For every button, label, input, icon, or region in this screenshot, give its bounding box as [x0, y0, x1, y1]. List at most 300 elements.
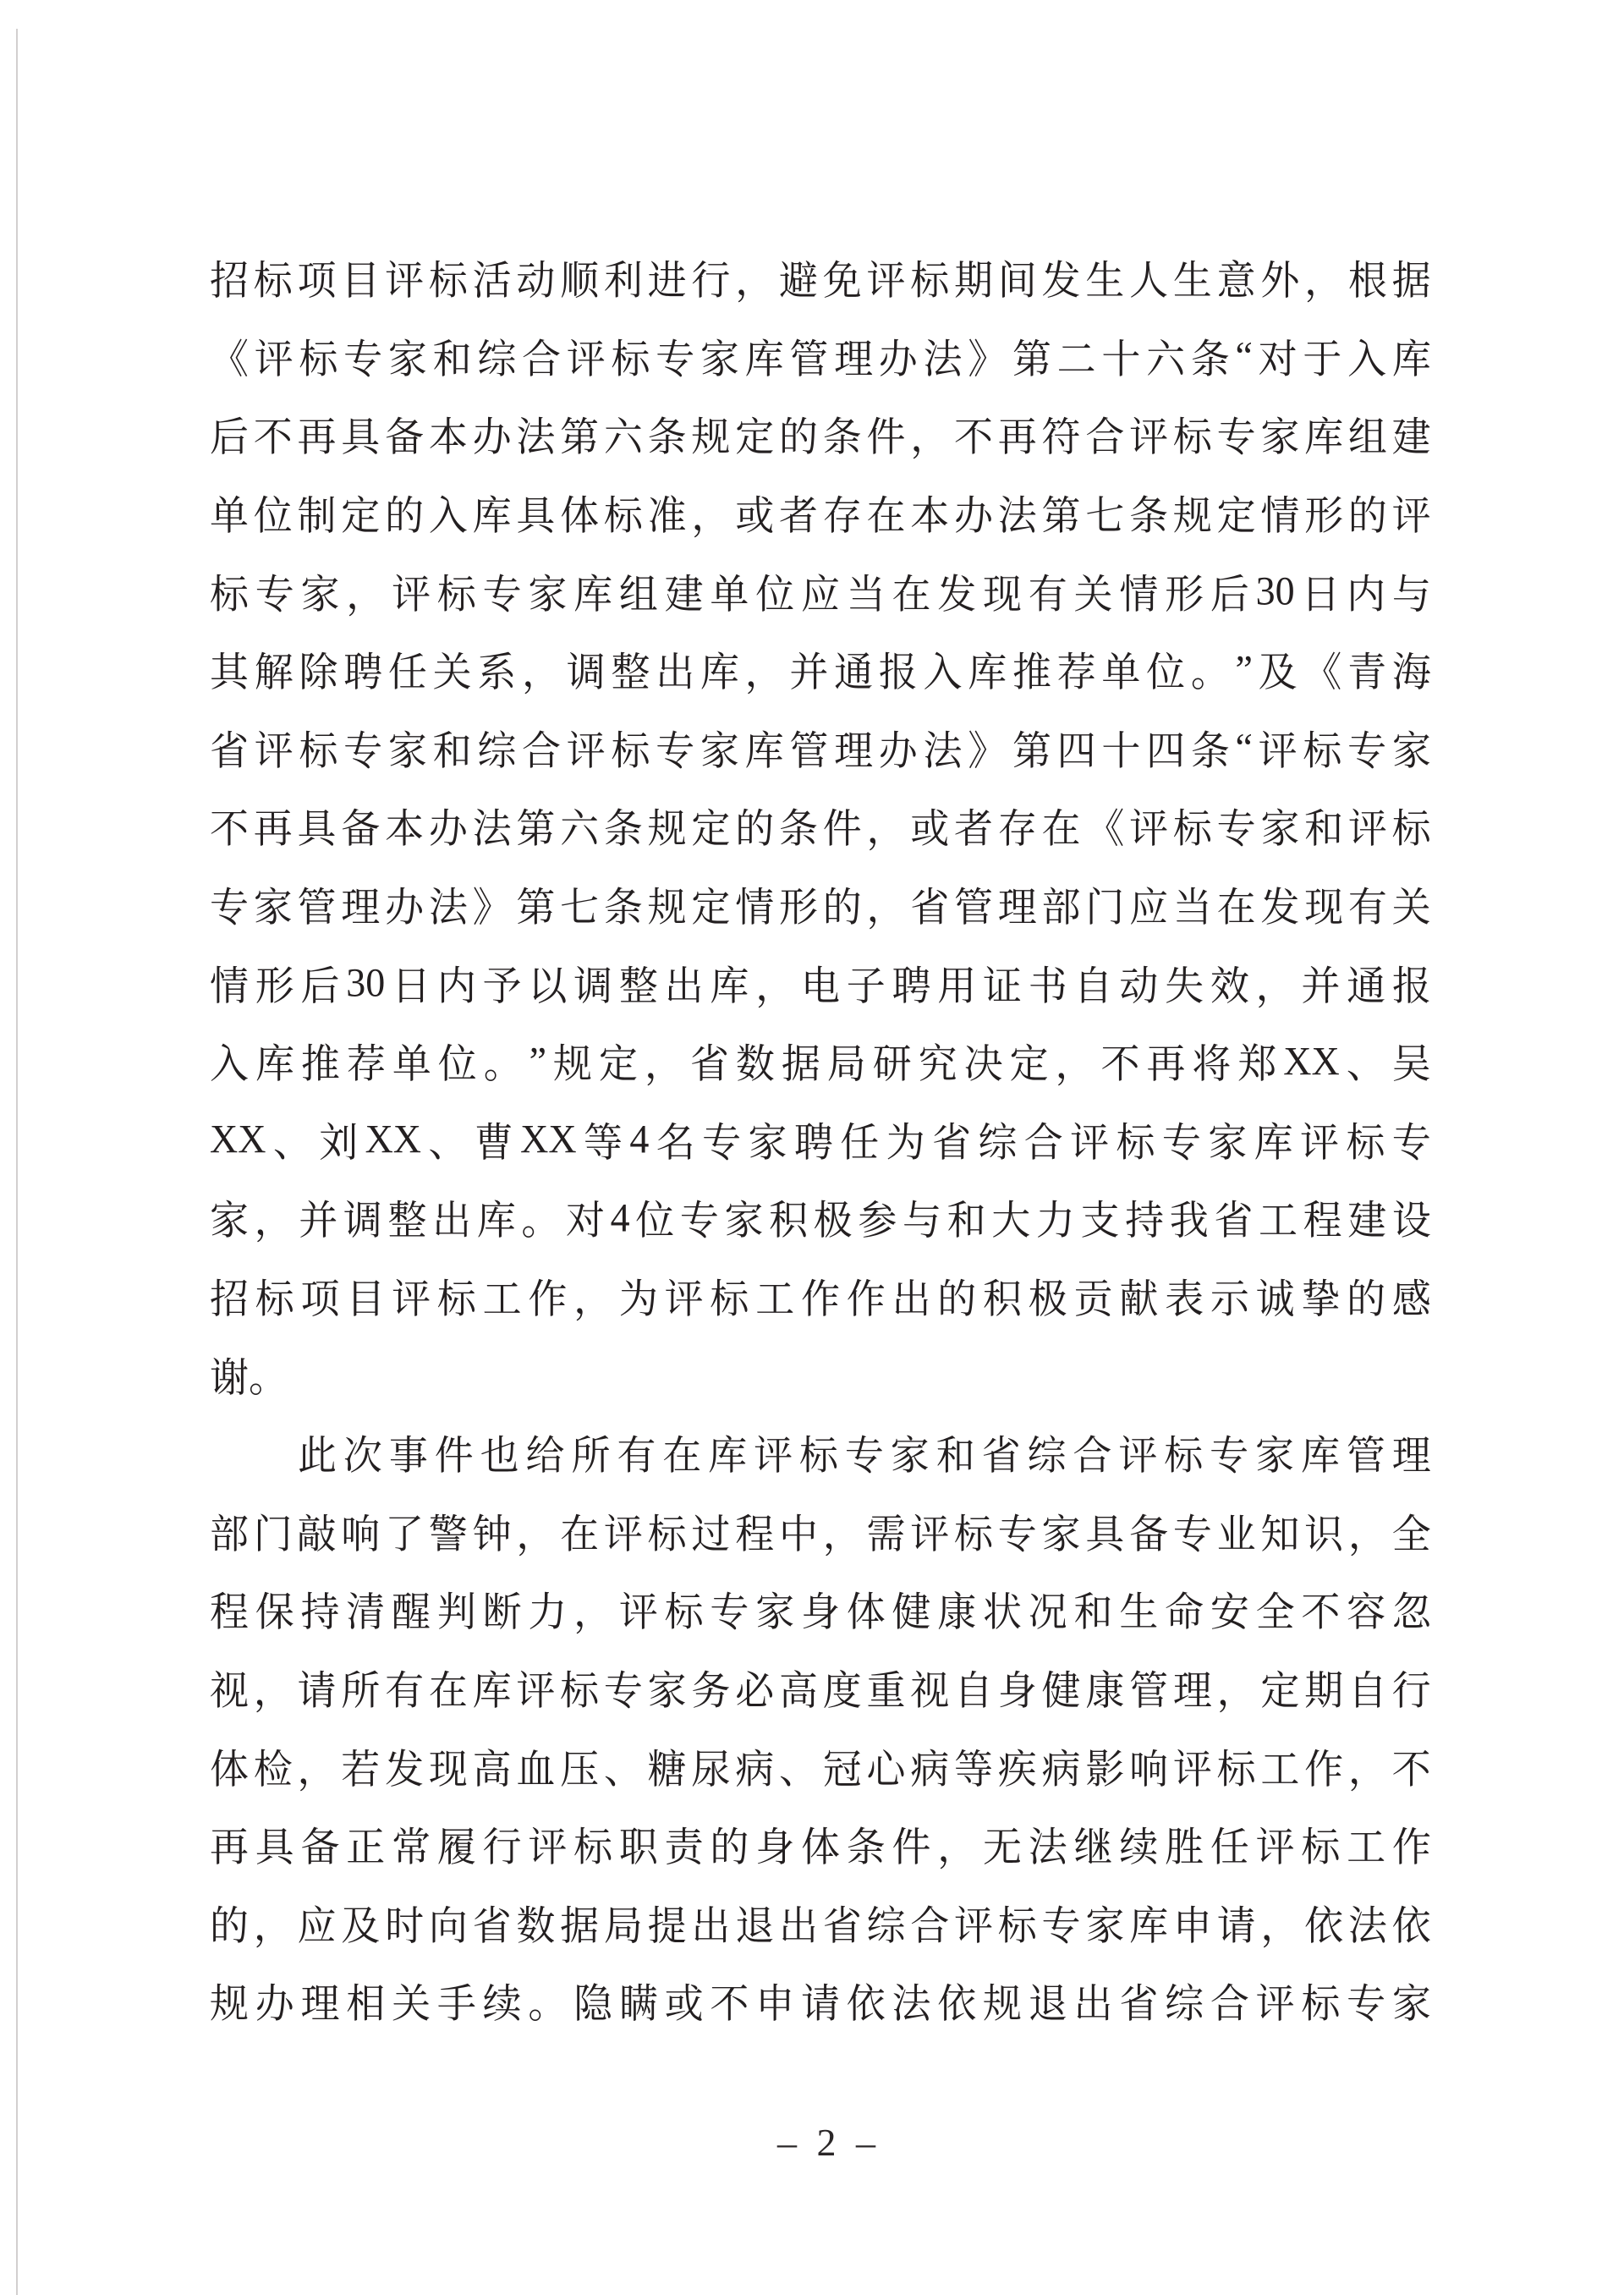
glyph: 省: [931, 1119, 971, 1165]
glyph: 日: [392, 963, 431, 1008]
glyph: 和: [1304, 806, 1344, 852]
glyph: 常: [392, 1825, 431, 1870]
glyph: 动: [1119, 963, 1159, 1008]
glyph: 四: [1056, 727, 1096, 774]
text-line: [210, 1335, 1431, 1414]
page-edge-line: [16, 29, 18, 2295]
glyph: 评: [254, 337, 294, 382]
glyph: 程: [210, 1589, 249, 1635]
glyph: 报: [878, 650, 918, 695]
glyph: 理: [1172, 1668, 1212, 1714]
glyph: 失: [1165, 963, 1204, 1008]
glyph: 续: [1119, 1825, 1159, 1870]
glyph: 后: [210, 415, 249, 460]
glyph: 生: [1119, 1589, 1159, 1635]
glyph: 聘: [343, 650, 383, 695]
glyph: 、: [1346, 1041, 1385, 1087]
glyph: 进: [647, 258, 687, 304]
glyph: 血: [516, 1746, 556, 1792]
glyph: 整: [387, 1198, 427, 1244]
glyph: 冠: [822, 1746, 862, 1792]
glyph: 标: [255, 1277, 294, 1322]
glyph: 数: [516, 1902, 556, 1948]
glyph: ，: [910, 415, 950, 460]
glyph: 响: [341, 1511, 381, 1557]
glyph: 专: [844, 1433, 884, 1479]
glyph: 第: [1041, 493, 1081, 539]
glyph: 四: [1146, 727, 1186, 774]
glyph: 请: [800, 1981, 840, 2027]
glyph: 合: [910, 1902, 950, 1948]
glyph: 省: [822, 1902, 862, 1948]
glyph: 目: [346, 1277, 386, 1322]
text-line: [210, 1178, 1431, 1257]
glyph: 况: [1028, 1589, 1067, 1635]
glyph: 家: [755, 1589, 795, 1635]
glyph: 标: [910, 258, 950, 304]
glyph: 或: [664, 1981, 704, 2027]
glyph: 不: [1301, 1589, 1341, 1635]
text-line: [210, 1805, 1431, 1884]
glyph: 规: [553, 1041, 593, 1087]
glyph: 履: [436, 1825, 476, 1870]
glyph: 标: [299, 727, 338, 774]
glyph: 管: [1346, 1433, 1385, 1479]
glyph: ，: [937, 1825, 977, 1870]
text-line: [210, 943, 1431, 1022]
glyph: 康: [1085, 1668, 1125, 1714]
glyph: 家: [1260, 806, 1300, 852]
glyph: 和: [432, 727, 472, 774]
glyph: 第: [516, 806, 556, 852]
glyph: 等: [583, 1119, 623, 1165]
glyph: ，: [254, 1198, 294, 1244]
glyph: 业: [1216, 1511, 1256, 1557]
glyph: 评: [1255, 1981, 1295, 2027]
glyph: 十: [1101, 337, 1141, 382]
glyph: 给: [525, 1433, 565, 1479]
glyph: 合: [522, 337, 562, 382]
glyph: 于: [1303, 337, 1342, 382]
glyph: 子: [846, 963, 886, 1008]
glyph: 再: [297, 415, 337, 460]
glyph: 判: [436, 1589, 476, 1635]
glyph: 支: [1080, 1198, 1120, 1244]
glyph: 条: [1190, 727, 1230, 774]
glyph: 者: [954, 806, 994, 852]
glyph: 部: [210, 1511, 249, 1557]
glyph: 单: [710, 571, 749, 617]
glyph: 和: [935, 1433, 975, 1479]
glyph: 工: [1259, 1198, 1298, 1244]
glyph: 条: [778, 806, 818, 852]
glyph: 尿: [691, 1746, 731, 1792]
glyph: 海: [1391, 650, 1431, 695]
glyph: 省: [1119, 1981, 1159, 2027]
glyph: 标: [210, 571, 249, 617]
glyph: 次: [343, 1433, 382, 1479]
glyph: 准: [647, 493, 687, 539]
glyph: 避: [778, 258, 818, 304]
glyph: 标: [997, 1902, 1037, 1948]
glyph: 法: [923, 727, 963, 774]
glyph: 定: [735, 415, 775, 460]
page-number: – 2 –: [777, 2121, 881, 2164]
glyph: 不: [253, 415, 293, 460]
glyph: ，: [1055, 1041, 1095, 1087]
glyph: 重: [866, 1668, 906, 1714]
glyph: 出: [1073, 1981, 1113, 2027]
glyph: 所: [341, 1668, 381, 1714]
glyph: 研: [872, 1041, 912, 1087]
glyph: 康: [937, 1589, 977, 1635]
glyph: ，: [516, 1511, 556, 1557]
glyph: 也: [480, 1433, 519, 1479]
glyph: 程: [735, 1511, 775, 1557]
glyph: 瞒: [618, 1981, 658, 2027]
glyph: 家: [387, 727, 427, 774]
glyph: ，: [522, 650, 562, 695]
glyph: 予: [482, 963, 522, 1008]
glyph: 家: [1391, 727, 1431, 774]
glyph: 规: [647, 885, 687, 931]
glyph: 评: [664, 1277, 704, 1322]
glyph: 具: [297, 806, 337, 852]
glyph: 规: [1172, 493, 1212, 539]
glyph: 标: [573, 1825, 613, 1870]
glyph: 《: [1085, 806, 1125, 852]
glyph: 识: [1304, 1511, 1344, 1557]
glyph: 专: [255, 571, 294, 617]
glyph: 免: [822, 258, 862, 304]
glyph: 综: [866, 1902, 906, 1948]
glyph: 外: [1260, 258, 1300, 304]
glyph: 家: [890, 1433, 930, 1479]
glyph: 标: [253, 258, 293, 304]
glyph: 提: [647, 1902, 687, 1948]
glyph: 当: [846, 571, 886, 617]
glyph: 家: [1255, 1433, 1295, 1479]
glyph: 情: [210, 963, 249, 1008]
glyph: 退: [1028, 1981, 1067, 2027]
glyph: 办: [255, 1981, 294, 2027]
glyph: 家: [1260, 415, 1300, 460]
glyph: 发: [1260, 885, 1300, 931]
glyph: 定: [1009, 1041, 1049, 1087]
glyph: 局: [603, 1902, 643, 1948]
glyph: 。: [249, 1354, 288, 1400]
glyph: 《: [1303, 650, 1342, 695]
glyph: 退: [735, 1902, 775, 1948]
glyph: 30: [346, 960, 386, 1006]
glyph: 体: [800, 1825, 840, 1870]
glyph: 持: [1125, 1198, 1165, 1244]
glyph: 。: [483, 1041, 523, 1087]
glyph: 和: [432, 337, 472, 382]
glyph: 向: [428, 1902, 468, 1948]
glyph: 命: [1165, 1589, 1204, 1635]
glyph: 再: [1146, 1041, 1186, 1087]
glyph: 标: [1172, 415, 1212, 460]
text-line: [210, 1022, 1431, 1101]
glyph: 情: [1119, 571, 1159, 617]
glyph: 家: [700, 727, 739, 774]
glyph: 病: [735, 1746, 775, 1792]
glyph: 自: [1073, 963, 1113, 1008]
glyph: 库: [472, 1668, 512, 1714]
glyph: 、: [603, 1746, 643, 1792]
glyph: 评: [566, 727, 606, 774]
glyph: 合: [1085, 415, 1125, 460]
glyph: 定: [599, 1041, 638, 1087]
glyph: ，: [573, 1277, 613, 1322]
glyph: 具: [341, 415, 381, 460]
glyph: XX: [210, 1117, 266, 1162]
glyph: 家: [300, 571, 340, 617]
glyph: 标: [436, 1277, 476, 1322]
glyph: 入: [210, 1041, 249, 1087]
glyph: 青: [1347, 650, 1387, 695]
glyph: 标: [954, 1511, 994, 1557]
glyph: 敲: [297, 1511, 337, 1557]
glyph: 容: [1347, 1589, 1386, 1635]
glyph: 荐: [346, 1041, 386, 1087]
glyph: ”: [529, 1038, 547, 1084]
glyph: 专: [702, 1119, 742, 1165]
glyph: 综: [1027, 1433, 1067, 1479]
glyph: 存: [822, 493, 862, 539]
glyph: 办: [878, 727, 918, 774]
glyph: 电: [800, 963, 840, 1008]
glyph: 响: [1129, 1746, 1169, 1792]
glyph: 自: [1347, 1668, 1387, 1714]
glyph: 库: [255, 1041, 294, 1087]
glyph: 评: [1118, 1433, 1158, 1479]
glyph: 评: [1258, 727, 1298, 774]
glyph: 正: [346, 1825, 386, 1870]
glyph: 专: [710, 1589, 749, 1635]
glyph: 第: [1012, 337, 1051, 382]
glyph: 与: [903, 1198, 941, 1244]
glyph: 相: [346, 1981, 386, 2027]
glyph: ，: [1347, 1746, 1387, 1792]
glyph: 务: [691, 1668, 731, 1714]
glyph: 标: [560, 1668, 600, 1714]
glyph: 据: [781, 1041, 820, 1087]
glyph: 家: [253, 885, 293, 931]
glyph: 为: [618, 1277, 658, 1322]
glyph: 效: [1210, 963, 1249, 1008]
glyph: 需: [866, 1511, 906, 1557]
glyph: 应: [297, 1902, 337, 1948]
glyph: 评: [618, 1589, 658, 1635]
glyph: 入: [923, 650, 963, 695]
glyph: 专: [1216, 806, 1256, 852]
glyph: 具: [516, 493, 556, 539]
glyph: 作: [846, 1277, 886, 1322]
glyph: 视: [910, 1668, 950, 1714]
glyph: 标: [710, 1277, 749, 1322]
glyph: 大: [991, 1198, 1031, 1244]
glyph: 发: [385, 1746, 425, 1792]
glyph: 专: [1391, 1119, 1431, 1165]
glyph: 标: [798, 1433, 838, 1479]
glyph: 省: [1214, 1198, 1254, 1244]
glyph: 将: [1192, 1041, 1232, 1087]
glyph: 不: [1100, 1041, 1140, 1087]
glyph: 生: [1172, 258, 1212, 304]
glyph: 用: [937, 963, 977, 1008]
glyph: ，: [573, 1589, 613, 1635]
glyph: 专: [1172, 1511, 1212, 1557]
glyph: 系: [477, 650, 517, 695]
glyph: 库: [472, 493, 512, 539]
glyph: 此: [298, 1433, 337, 1479]
glyph: 件: [822, 806, 862, 852]
glyph: ，: [1255, 963, 1295, 1008]
glyph: 专: [482, 571, 522, 617]
glyph: 符: [1041, 415, 1081, 460]
glyph: 评: [866, 258, 906, 304]
glyph: 身: [755, 1825, 795, 1870]
glyph: 以: [528, 963, 568, 1008]
glyph: 专: [1041, 1902, 1081, 1948]
glyph: 库: [744, 727, 784, 774]
glyph: 度: [822, 1668, 862, 1714]
glyph: 组: [1347, 415, 1387, 460]
glyph: 法: [516, 415, 556, 460]
glyph: 规: [691, 415, 731, 460]
glyph: 评: [1129, 415, 1169, 460]
glyph: 情: [1260, 493, 1300, 539]
glyph: 位: [437, 1041, 477, 1087]
glyph: 所: [571, 1433, 611, 1479]
glyph: 法: [428, 885, 468, 931]
glyph: 形: [255, 963, 294, 1008]
glyph: 标: [1301, 1825, 1341, 1870]
glyph: 及: [341, 1902, 381, 1948]
glyph: 申: [755, 1981, 795, 2027]
glyph: 安: [1210, 1589, 1249, 1635]
glyph: 省: [472, 1902, 512, 1948]
glyph: 家: [700, 337, 739, 382]
glyph: 库: [710, 963, 749, 1008]
glyph: 报: [1391, 963, 1431, 1008]
glyph: 依: [1304, 1902, 1344, 1948]
glyph: 健: [1041, 1668, 1081, 1714]
glyph: 单: [210, 493, 249, 539]
glyph: 全: [1255, 1589, 1295, 1635]
glyph: 形: [778, 885, 818, 931]
glyph: 评: [566, 337, 606, 382]
glyph: 十: [1101, 727, 1141, 774]
glyph: 评: [528, 1825, 568, 1870]
glyph: 必: [735, 1668, 775, 1714]
glyph: 醒: [392, 1589, 431, 1635]
glyph: 在: [560, 1511, 600, 1557]
glyph: 后: [1210, 571, 1249, 617]
glyph: 据: [1391, 258, 1431, 304]
text-line: [210, 1570, 1431, 1649]
glyph: 在: [892, 571, 931, 617]
glyph: 不: [1391, 1746, 1431, 1792]
glyph: 专: [656, 727, 695, 774]
glyph: 钟: [472, 1511, 512, 1557]
glyph: 省: [210, 727, 249, 774]
glyph: 忽: [1391, 1589, 1431, 1635]
glyph: 评: [954, 1902, 994, 1948]
glyph: ，: [297, 1746, 337, 1792]
glyph: 在: [428, 1668, 468, 1714]
glyph: 的: [735, 806, 775, 852]
glyph: 备: [341, 806, 381, 852]
glyph: 专: [1210, 1433, 1249, 1479]
glyph: 工: [1347, 1825, 1386, 1870]
glyph: 门: [1085, 885, 1125, 931]
glyph: 聘: [892, 963, 931, 1008]
glyph: 刘: [319, 1119, 359, 1165]
text-line: [210, 709, 1431, 788]
glyph: 评: [1391, 493, 1431, 539]
glyph: 极: [813, 1198, 853, 1244]
glyph: 合: [522, 727, 562, 774]
glyph: 的: [822, 885, 862, 931]
text-line: [210, 317, 1431, 396]
glyph: 自: [954, 1668, 994, 1714]
glyph: 健: [892, 1589, 931, 1635]
glyph: 标: [611, 337, 650, 382]
glyph: 工: [1260, 1746, 1300, 1792]
body-text-block: [210, 239, 1431, 2040]
glyph: 调: [343, 1198, 382, 1244]
glyph: 推: [1012, 650, 1051, 695]
glyph: XX: [365, 1117, 422, 1162]
glyph: 管: [954, 885, 994, 931]
glyph: 形: [1304, 493, 1344, 539]
glyph: 荐: [1056, 650, 1096, 695]
glyph: 标: [647, 1511, 687, 1557]
text-line: [210, 474, 1431, 552]
glyph: 专: [603, 1668, 643, 1714]
glyph: 局: [826, 1041, 866, 1087]
glyph: 手: [436, 1981, 476, 2027]
glyph: 的: [210, 1902, 249, 1948]
glyph: 本: [428, 415, 468, 460]
glyph: 单: [392, 1041, 431, 1087]
glyph: 管: [789, 727, 829, 774]
glyph: 门: [253, 1511, 293, 1557]
glyph: 全: [1391, 1511, 1431, 1557]
text-line: [210, 1101, 1431, 1179]
glyph: ，: [866, 885, 906, 931]
glyph: 家: [1208, 1119, 1248, 1165]
glyph: 评: [1172, 1746, 1212, 1792]
glyph: 设: [1391, 1198, 1431, 1244]
glyph: 出: [664, 963, 704, 1008]
glyph: 压: [560, 1746, 600, 1792]
glyph: 清: [346, 1589, 386, 1635]
glyph: 位: [635, 1198, 675, 1244]
glyph: 生: [1085, 258, 1125, 304]
glyph: 有: [385, 1668, 425, 1714]
glyph: 30: [1255, 568, 1295, 614]
glyph: 出: [691, 1902, 731, 1948]
glyph: 定: [691, 885, 731, 931]
glyph: 、: [428, 1119, 468, 1165]
glyph: 间: [997, 258, 1037, 304]
glyph: 再: [253, 806, 293, 852]
glyph: 》: [968, 337, 1007, 382]
